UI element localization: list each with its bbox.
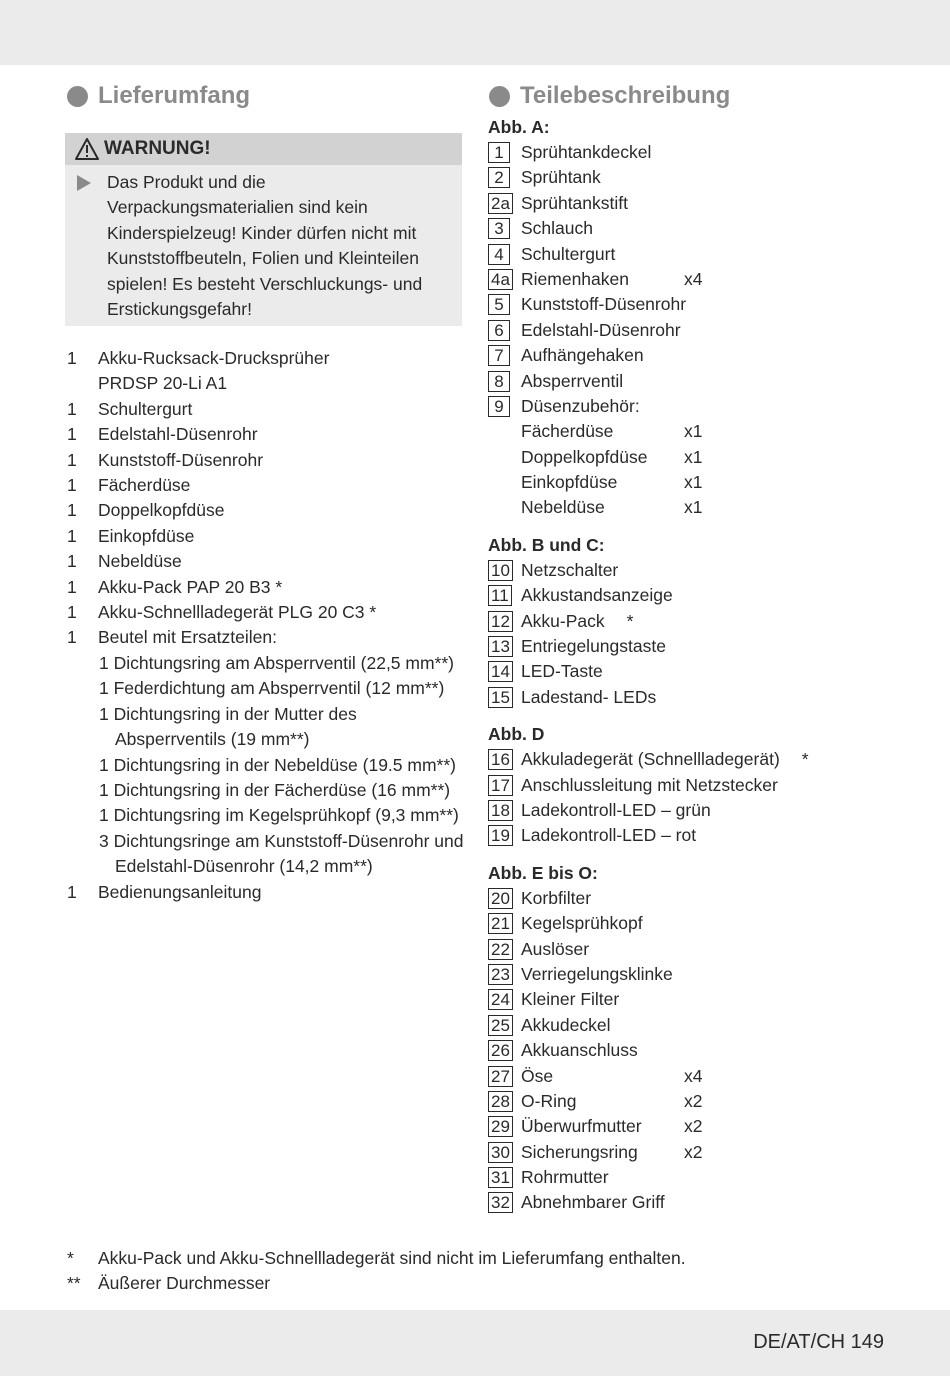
part-row	[488, 1165, 928, 1190]
part-label: Kegelsprühkopf	[521, 913, 643, 934]
warning-line: Kunststoffbeuteln, Folien und Kleinteilen	[107, 248, 419, 269]
part-label: Fächerdüse	[521, 421, 614, 442]
part-number-box: 20	[488, 888, 513, 909]
part-label: Düsenzubehör:	[521, 395, 640, 416]
scope-item	[67, 600, 467, 625]
part-row	[488, 634, 928, 659]
bullet-dot-icon	[67, 86, 88, 107]
part-label: Nebeldüse	[521, 497, 605, 518]
part-row	[488, 495, 928, 520]
spare-part-text: 1 Dichtungsring in der Mutter des Absperrventils (19 mm**)	[99, 703, 357, 750]
group-title: Abb. B und C:	[488, 534, 605, 555]
part-number-box: 9	[488, 396, 510, 417]
scope-label: Akku-Schnellladegerät PLG 20 C3 *	[98, 602, 377, 623]
part-label: Sprühtankstift	[521, 192, 628, 213]
scope-qty: 1	[67, 576, 77, 597]
scope-qty: 1	[67, 602, 77, 623]
scope-qty: 1	[67, 475, 77, 496]
part-row	[488, 558, 928, 583]
part-number-box: 6	[488, 320, 510, 341]
scope-qty: 1	[67, 449, 77, 470]
part-label: Ladekontroll-LED – rot	[521, 825, 697, 846]
part-row	[488, 747, 928, 772]
scope-label: Bedienungsanleitung	[98, 881, 262, 902]
part-label: Einkopfdüse	[521, 472, 618, 493]
scope-item	[67, 397, 467, 422]
part-row	[488, 1089, 928, 1114]
part-row	[488, 267, 928, 292]
part-label: Verriegelungsklinke	[521, 963, 673, 984]
group-title: Abb. D	[488, 724, 545, 745]
part-label: Akkustandsanzeige	[521, 585, 673, 606]
heading-teilebeschreibung	[489, 82, 730, 110]
scope-label: Kunststoff-Düsenrohr	[98, 449, 264, 470]
part-number-box: 13	[488, 636, 513, 657]
part-number-box: 30	[488, 1142, 513, 1163]
part-row	[488, 318, 928, 343]
scope-qty: 1	[67, 881, 77, 902]
parts-group	[488, 722, 928, 849]
part-row	[488, 962, 928, 987]
part-count: x1	[684, 497, 703, 518]
part-label: Edelstahl-Düsenrohr	[521, 319, 681, 340]
part-number-box: 24	[488, 989, 513, 1010]
part-row	[488, 419, 928, 444]
part-number-box: 26	[488, 1040, 513, 1061]
part-number-box: 2	[488, 167, 510, 188]
scope-item	[67, 346, 467, 397]
part-number-box: 4	[488, 244, 510, 265]
bullet-dot-icon	[489, 86, 510, 107]
part-number-box: 22	[488, 939, 513, 960]
spare-part-item	[67, 778, 467, 803]
part-row	[488, 343, 928, 368]
part-number-box: 16	[488, 749, 513, 770]
part-label: Schlauch	[521, 218, 593, 239]
part-count: x2	[684, 1090, 703, 1111]
spare-part-item	[67, 651, 467, 676]
warning-line: Erstickungsgefahr!	[107, 299, 252, 320]
spare-part-item	[67, 803, 467, 828]
part-number-box: 28	[488, 1091, 513, 1112]
part-count: x1	[684, 446, 703, 467]
scope-qty: 1	[67, 348, 77, 368]
part-number-box: 10	[488, 560, 513, 581]
page-number: DE/AT/CH 149	[753, 1331, 884, 1353]
heading-lieferumfang-text: Lieferumfang	[98, 82, 251, 109]
heading-lieferumfang	[67, 82, 250, 110]
part-row	[488, 369, 928, 394]
part-number-box: 21	[488, 913, 513, 934]
part-number-box: 15	[488, 687, 513, 708]
part-number-box: 8	[488, 371, 510, 392]
warning-line: spielen! Es besteht Verschluckungs- und	[107, 273, 423, 294]
part-footnote-mark: *	[626, 610, 634, 631]
spare-part-text: 1 Dichtungsring im Kegelsprühkopf (9,3 mm**)	[99, 805, 459, 826]
footnote-mark: **	[67, 1273, 81, 1294]
warning-triangle-icon	[75, 138, 99, 160]
part-row	[488, 1064, 928, 1089]
part-number-box: 12	[488, 611, 513, 632]
scope-label: Schultergurt	[98, 398, 193, 419]
part-footnote-mark: *	[801, 749, 809, 770]
part-number-box: 31	[488, 1167, 513, 1188]
part-count: x4	[684, 268, 703, 289]
arrow-right-icon	[77, 175, 91, 191]
scope-item	[67, 422, 467, 447]
part-label: Schultergurt	[521, 243, 616, 264]
scope-label: Nebeldüse	[98, 551, 182, 572]
group-title: Abb. E bis O:	[488, 862, 598, 883]
scope-item	[67, 625, 467, 650]
scope-label: Akku-Pack PAP 20 B3 *	[98, 576, 283, 597]
part-row	[488, 140, 928, 165]
part-number-box: 19	[488, 825, 513, 846]
part-count: x2	[684, 1116, 703, 1137]
footnote	[67, 1271, 686, 1296]
scope-item	[67, 498, 467, 523]
warning-header	[65, 133, 462, 165]
footnotes	[67, 1246, 686, 1297]
part-count: x1	[684, 472, 703, 493]
parts-description	[488, 115, 928, 1216]
part-row	[488, 242, 928, 267]
spare-part-item	[67, 829, 467, 880]
scope-qty: 1	[67, 627, 77, 648]
part-row	[488, 773, 928, 798]
part-label: Akkudeckel	[521, 1014, 611, 1035]
scope-label: Beutel mit Ersatzteilen:	[98, 627, 277, 648]
part-label: Rohrmutter	[521, 1167, 609, 1188]
parts-group	[488, 533, 928, 710]
scope-item	[67, 524, 467, 549]
scope-qty: 1	[67, 551, 77, 572]
part-row	[488, 609, 928, 634]
spare-part-text: 1 Federdichtung am Absperrventil (12 mm**)	[99, 678, 445, 699]
footnote-text: Äußerer Durchmesser	[98, 1273, 271, 1294]
warning-line: Das Produkt und die	[107, 172, 266, 192]
part-label: LED-Taste	[521, 661, 603, 682]
warning-box	[65, 133, 462, 326]
spare-part-text: 1 Dichtungsring am Absperrventil (22,5 mm**)	[99, 652, 455, 673]
part-label: Kleiner Filter	[521, 989, 620, 1010]
part-number-box: 1	[488, 142, 510, 163]
part-label: Sprühtank	[521, 167, 601, 188]
warning-line: Kinderspielzeug! Kinder dürfen nicht mit	[107, 222, 417, 243]
part-number-box: 5	[488, 294, 510, 315]
part-label: Akkuanschluss	[521, 1040, 638, 1061]
top-band	[0, 0, 950, 65]
footnote-text: Akku-Pack und Akku-Schnellladegerät sind nicht im Lieferumfang enthalten.	[98, 1248, 686, 1268]
footnote	[67, 1246, 686, 1271]
part-label: Anschlussleitung mit Netzstecker	[521, 774, 778, 795]
part-number-box: 3	[488, 218, 510, 239]
part-row	[488, 1140, 928, 1165]
scope-qty: 1	[67, 500, 77, 521]
part-row	[488, 165, 928, 190]
part-number-box: 17	[488, 775, 513, 796]
part-label: Auslöser	[521, 938, 590, 959]
part-number-box: 29	[488, 1116, 513, 1137]
part-label: Ladestand- LEDs	[521, 686, 657, 707]
part-label: Überwurfmutter	[521, 1116, 642, 1137]
part-row	[488, 1013, 928, 1038]
spare-part-item	[67, 702, 467, 753]
spare-part-text: 3 Dichtungsringe am Kunststoff-Düsenrohr und Edelstahl-Düsenrohr (14,2 mm**)	[99, 830, 464, 877]
part-label: Öse	[521, 1065, 554, 1086]
part-row	[488, 470, 928, 495]
part-label: Riemenhaken	[521, 268, 629, 289]
part-row	[488, 1114, 928, 1139]
part-count: x1	[684, 421, 703, 442]
scope-label: Doppelkopfdüse	[98, 500, 225, 521]
scope-label: Edelstahl-Düsenrohr	[98, 424, 258, 445]
part-label: Akkuladegerät (Schnellladegerät)	[521, 749, 780, 770]
heading-teilebeschreibung-text: Teilebeschreibung	[520, 82, 731, 109]
part-row	[488, 659, 928, 684]
part-label: Netzschalter	[521, 559, 619, 580]
part-row	[488, 685, 928, 710]
part-label: Abnehmbarer Griff	[521, 1192, 665, 1213]
group-title: Abb. A:	[488, 117, 550, 137]
part-row	[488, 798, 928, 823]
part-row	[488, 987, 928, 1012]
part-count: x4	[684, 1065, 703, 1086]
part-label: Korbfilter	[521, 887, 592, 908]
parts-group	[488, 115, 928, 521]
spare-part-text: 1 Dichtungsring in der Nebeldüse (19.5 mm**)	[99, 754, 456, 775]
part-number-box: 32	[488, 1192, 513, 1213]
part-row	[488, 1190, 928, 1215]
scope-item	[67, 575, 467, 600]
warning-title: WARNUNG!	[104, 138, 211, 159]
part-label: Sprühtankdeckel	[521, 142, 652, 162]
part-number-box: 14	[488, 661, 513, 682]
part-label: Doppelkopfdüse	[521, 446, 648, 467]
scope-item	[67, 880, 467, 905]
part-row	[488, 292, 928, 317]
footnote-mark: *	[67, 1248, 74, 1268]
scope-label: Einkopfdüse	[98, 525, 195, 546]
scope-label: Akku-Rucksack-Drucksprüher	[98, 348, 330, 368]
scope-item	[67, 473, 467, 498]
part-number-box: 18	[488, 800, 513, 821]
part-number-box: 7	[488, 345, 510, 366]
scope-item	[67, 448, 467, 473]
part-number-box: 27	[488, 1066, 513, 1087]
part-number-box: 11	[488, 585, 512, 606]
part-label: Absperrventil	[521, 370, 624, 391]
spare-part-item	[67, 676, 467, 701]
scope-list	[67, 346, 467, 905]
part-label: Aufhängehaken	[521, 345, 644, 366]
scope-item	[67, 549, 467, 574]
part-row	[488, 216, 928, 241]
scope-label: Fächerdüse	[98, 475, 191, 496]
part-label: Akku-Pack	[521, 610, 605, 631]
part-label: O-Ring	[521, 1090, 577, 1111]
spare-part-item	[67, 753, 467, 778]
part-number-box: 4a	[488, 269, 513, 290]
warning-line: Verpackungsmaterialien sind kein	[107, 197, 368, 218]
part-label: Ladekontroll-LED – grün	[521, 799, 711, 820]
part-row	[488, 1038, 928, 1063]
parts-group	[488, 861, 928, 1216]
part-row	[488, 911, 928, 936]
part-number-box: 25	[488, 1015, 513, 1036]
part-label: Kunststoff-Düsenrohr	[521, 294, 687, 315]
scope-qty: 1	[67, 398, 77, 419]
part-number-box: 2a	[488, 193, 513, 214]
part-row	[488, 823, 928, 848]
spare-part-text: 1 Dichtungsring in der Fächerdüse (16 mm**)	[99, 779, 451, 800]
part-count: x2	[684, 1141, 703, 1162]
part-row	[488, 394, 928, 419]
scope-qty: 1	[67, 525, 77, 546]
part-row	[488, 191, 928, 216]
part-row	[488, 886, 928, 911]
part-row	[488, 445, 928, 470]
scope-qty: 1	[67, 424, 77, 445]
part-label: Entriegelungstaste	[521, 636, 666, 657]
part-row	[488, 937, 928, 962]
part-number-box: 23	[488, 964, 513, 985]
scope-label: PRDSP 20-Li A1	[98, 373, 228, 394]
warning-text	[65, 165, 437, 322]
part-label: Sicherungsring	[521, 1141, 638, 1162]
part-row	[488, 583, 928, 608]
